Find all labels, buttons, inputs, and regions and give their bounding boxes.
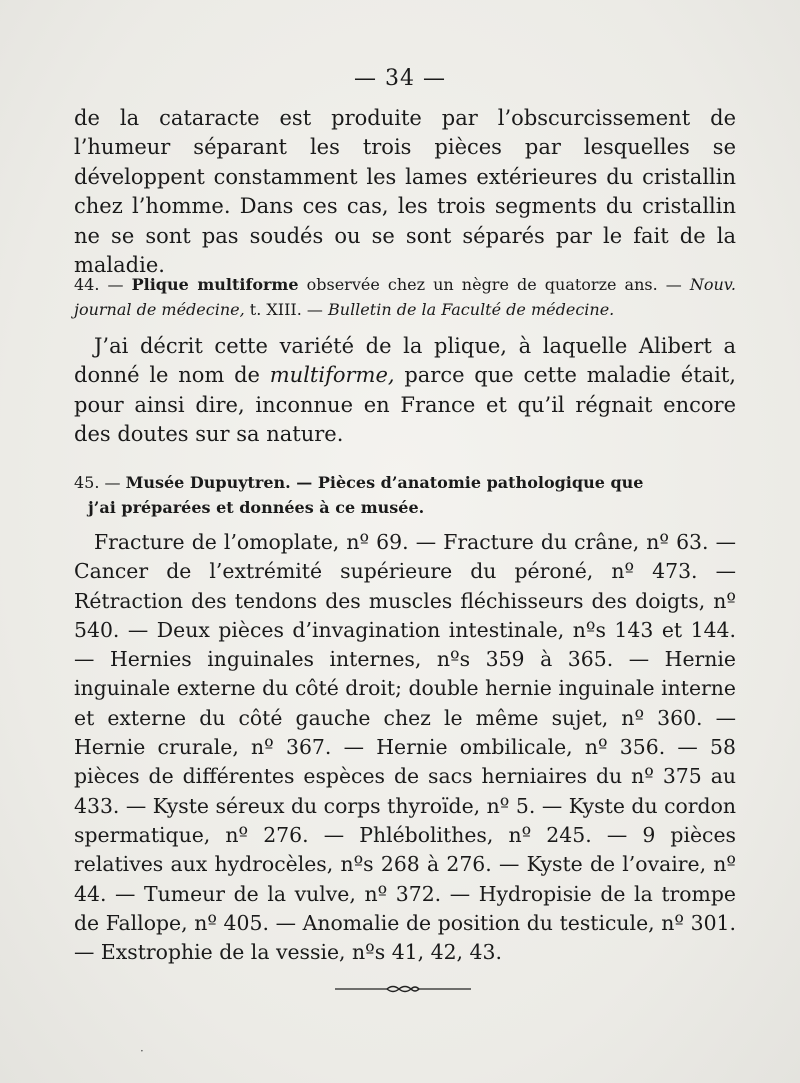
entry-title: Plique multiforme <box>131 275 299 294</box>
entry-45 <box>74 470 736 520</box>
emphasis-multiforme: multiforme, <box>269 363 395 388</box>
paragraph-plique <box>74 332 736 450</box>
entry-number: 45. — <box>74 473 121 492</box>
paragraph-text: de la cataracte est produite par l’obscurcissement de l’humeur séparant les trois pièces par lesquelles se développent constamment les lames extérieures du cristallin chez l’homme. Dans ces cas, les trois segments du cristallin ne se sont pas soudés ou se sont séparés par le fait de la maladie. <box>74 106 736 278</box>
entry-title-line-2: j’ai préparées et données à ce musée. <box>88 498 425 517</box>
entry-journal: Nouv. journal de médecine, <box>74 275 736 319</box>
entry-44 <box>74 272 736 322</box>
page-number: — 34 — <box>354 66 446 91</box>
entry-description: observée chez un nègre de quatorze ans. — <box>306 275 682 294</box>
entry-bulletin: Bulletin de la Faculté de médecine. <box>328 300 615 319</box>
paragraph-text <box>74 332 736 450</box>
page-speck: · <box>140 1044 144 1058</box>
paragraph-text: Fracture de l’omoplate, nº 69. — Fracture du crâne, nº 63. — Cancer de l’extrémité supérieure du péroné, nº 473. — Rétraction des tendons des muscles fléchisseurs des doigts, nº 540. — Deux pièces d’invagination intestinale, nºs 143 et 144. — Hernies inguinales internes, nºs 359 à 365. — Hernie inguinale externe du côté droit; double hernie inguinale interne et externe du côté gauche chez le même sujet, nº 360. — Hernie crurale, nº 367. — Hernie ombilicale, nº 356. — 58 pièces de différentes espèces de sacs herniaires du nº 375 au 433. — Kyste séreux du corps thyroïde, nº 5. — Kyste du cordon spermatique, nº 276. — Phlébolithes, nº 245. — 9 pièces relatives aux hydrocèles, nºs 268 à 276. — Kyste de l’ovaire, nº 44. — Tumeur de la vulve, nº 372. — Hydropisie de la trompe de Fallope, nº 405. — Anomalie de position du testicule, nº 301. — Exstrophie de la vessie, nºs 41, 42, 43. <box>74 530 736 965</box>
ornament-divider <box>335 981 471 997</box>
paragraph-end: parce que cette maladie était, pour ainsi dire, inconnue en France et qu’il régnait encore des doutes sur sa nature. <box>74 363 736 447</box>
paragraph-cataracte <box>74 104 736 280</box>
entry-title-line-1: Musée Dupuytren. — Pièces d’anatomie pathologique que <box>125 473 644 492</box>
entry-volume: t. XIII. — <box>249 300 323 319</box>
paragraph-start: J’ai décrit cette variété de la plique, à laquelle Alibert a donné le nom de <box>74 334 736 388</box>
entry-number: 44. — <box>74 275 124 294</box>
paragraph-specimens <box>74 528 736 967</box>
